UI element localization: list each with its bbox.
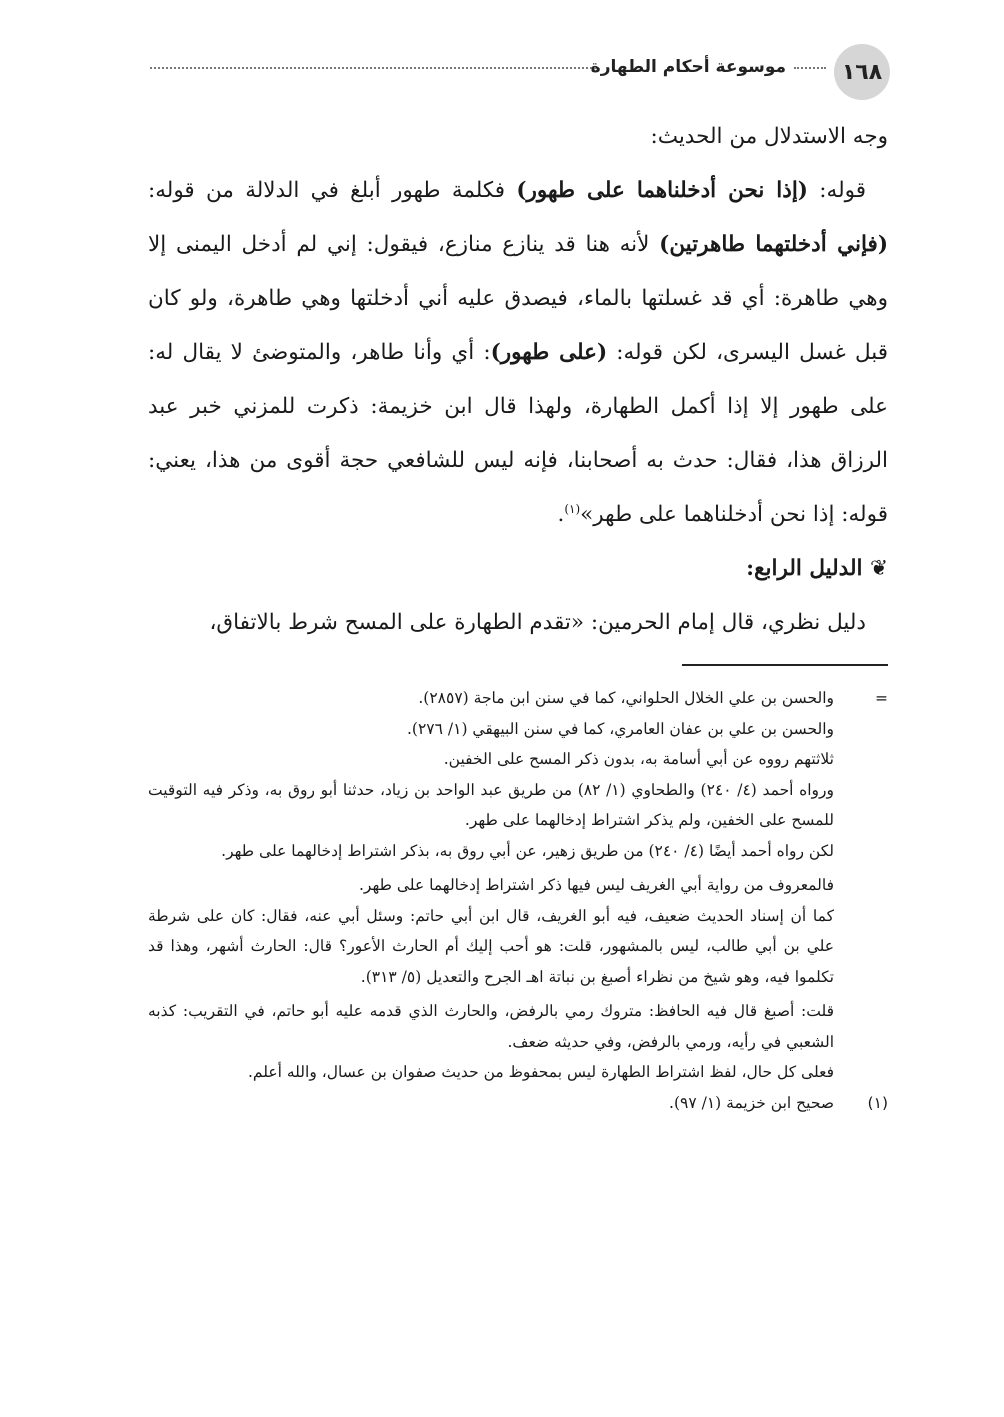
bold-quote: (إذا نحن أدخلناهما على طهور) — [516, 178, 808, 203]
footnote-line: والحسن بن علي بن عفان العامري، كما في سنن البيهقي (١/ ٢٧٦). — [407, 719, 834, 738]
leaf-ornament-icon: ❦ — [869, 556, 888, 581]
footnote-line — [148, 683, 888, 714]
text-segment: . — [557, 502, 565, 527]
footnote-line: قلت: أصبغ قال فيه الحافظ: متروك رمي بالرفض، والحارث الذي قدمه عليه أبو حاتم، في التقريب: كذبه الشعبي في رأيه، ورمي بالرفض، وفي حديثه ضعف. — [148, 1002, 834, 1051]
book-title: موسوعة أحكام الطهارة — [590, 57, 786, 77]
footnote-line: كما أن إسناد الحديث ضعيف، فيه أبو الغريف، قال ابن أبي حاتم: وسئل أبي عنه، فقال: كان على شرطة علي بن أبي طالب، ليس بالمشهور، قلت: هو أحب إليك أم الحارث الأعور؟ قال: الحارث أشهر، وهذا قد تكلموا فيه، وهو شيخ من نظراء أصبغ بن نباتة اهـ الجرح والتعديل (٥/ ٣١٣). — [148, 906, 834, 986]
footnote-reference[interactable]: (١) — [564, 501, 581, 516]
header-dotted-rule-right — [794, 67, 826, 69]
text-segment: فكلمة طهور أبلغ في الدلالة من قوله: — [148, 178, 517, 203]
footnote-line: ورواه أحمد (٤/ ٢٤٠) والطحاوي (١/ ٨٢) من طريق عبد الواحد بن زياد، حدثنا أبو روق به، وذكر فيه التوقيت للمسح على الخفين، ولم يذكر اشتراط إدخالهما على طهر. — [148, 780, 834, 829]
footnote-number: (١) — [867, 1093, 888, 1112]
bold-quote: (فإني أدخلتهما طاهرتين) — [659, 232, 888, 257]
footnote-separator — [682, 664, 888, 666]
running-header — [150, 44, 890, 102]
main-text — [148, 110, 888, 650]
paragraph-argument — [148, 164, 888, 542]
bold-quote: (على طهور) — [490, 340, 608, 365]
text-segment: : أي وأنا طاهر، والمتوضئ لا يقال له: على طهور إلا إذا أكمل الطهارة، ولهذا قال ابن خزيمة: ذكرت للمزني خبر عبد الرزاق هذا، فقال: حدث به أصحابنا، فإنه ليس للشافعي حجة أقوى من هذا، يعني: قوله: إذا نحن أدخلناهما على طهر» — [148, 340, 888, 527]
footnote-1 — [148, 1088, 888, 1119]
text-segment: لأنه هنا قد ينازع منازع، فيقول: إني لم أدخل اليمنى إلا وهي طاهرة: أي قد غسلتها بالماء، فيصدق عليه أني أدخلتها وهي طاهرة، ولو كان قبل غسل اليسرى، لكن قوله: — [148, 232, 888, 365]
footnotes — [148, 683, 888, 1118]
footnote-line: فعلى كل حال، لفظ اشتراط الطهارة ليس بمحفوظ من حديث صفوان بن عسال، والله أعلم. — [248, 1063, 834, 1081]
section-heading — [148, 542, 888, 596]
intro-line: وجه الاستدلال من الحديث: — [650, 124, 888, 149]
paragraph-fourth-proof: دليل نظري، قال إمام الحرمين: «تقدم الطهارة على المسح شرط بالاتفاق، — [209, 610, 866, 635]
footnote-text: صحيح ابن خزيمة (١/ ٩٧). — [669, 1093, 834, 1112]
continuation-mark: = — [875, 689, 888, 707]
text-segment: قوله: — [807, 178, 866, 203]
section-heading-text: الدليل الرابع: — [746, 556, 863, 581]
footnote-line: لكن رواه أحمد أيضًا (٤/ ٢٤٠) من طريق زهير، عن أبي روق به، بذكر اشتراط إدخالهما على طهر. — [221, 841, 834, 860]
header-dotted-rule-left — [150, 67, 596, 69]
footnote-line: ثلاثتهم رووه عن أبي أسامة به، بدون ذكر المسح على الخفين. — [443, 750, 834, 768]
page-number: ١٦٨ — [834, 44, 890, 100]
footnote-line: فالمعروف من رواية أبي الغريف ليس فيها ذكر اشتراط إدخالهما على طهر. — [359, 876, 834, 894]
footnote-text: والحسن بن علي الخلال الحلواني، كما في سنن ابن ماجة (٢٨٥٧). — [418, 689, 834, 707]
